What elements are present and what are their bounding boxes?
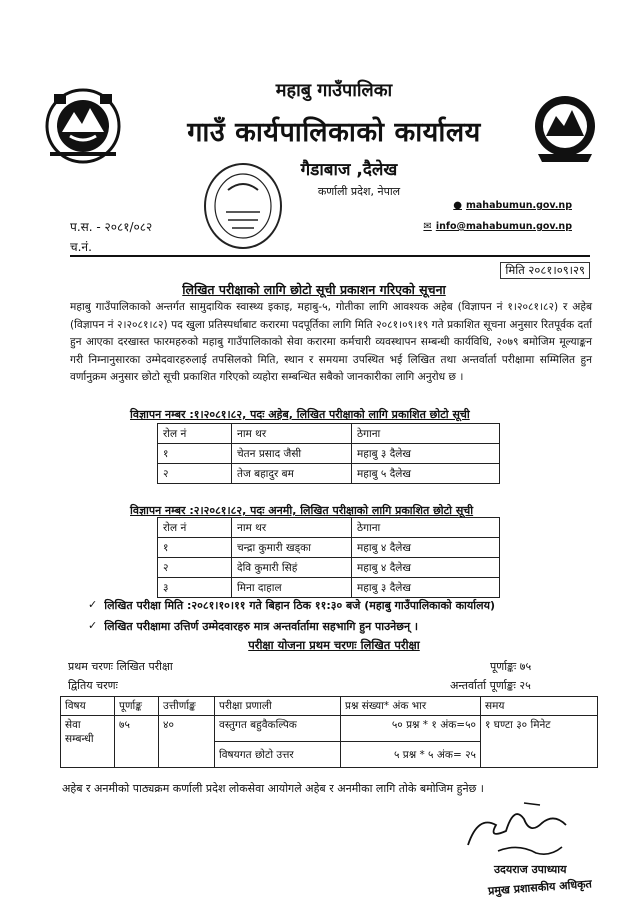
table-row (158, 444, 500, 464)
table-header-cell: ठेगाना (352, 424, 500, 444)
table-header-row (61, 697, 598, 716)
table-row (158, 464, 500, 484)
notice-body: महाबु गाउँपालिकाको अन्तर्गत सामुदायिक स्वास्थ्य इकाइ, महाबु-५, गोतीका लागि आवश्यक अहेब (विज्ञापन नं १।२०८१।८२) र अहेब (विज्ञापन नं २।२०८१।८२) पद खुला प्रतिस्पर्धाबाट करारमा पदपूर्तिका लागि मिति २०८१।०९।१९ गते प्रकाशित सूचना अनुसार रितपूर्वक दर्ता हुन आएका दरखास्त फारमहरुको महाबु गाउँपालिकाको सेवा करारमा कर्मचारी व्यवस्थापन सम्बन्धी कार्यविधि, २०७९ बमोजिम मूल्याङ्कन गरी निम्नानुसारका उम्मेदवारहरुलाई तपसिलको मिति, स्थान र समयमा उपस्थित भई लिखित तथा अन्तर्वार्ता परीक्षामा सम्मिलित हुन वर्णानुक्रम अनुसार छोटो सूची प्रकाशित गरिएको व्यहोरा सम्बन्धित सबैको जानकारीका लागि अनुरोध छ । (70, 301, 592, 384)
table-cell: देवि कुमारी सिहं (232, 558, 352, 578)
table-cell: सेवा सम्बन्धी (61, 716, 115, 768)
signatory-name: उदयराज उपाध्याय (494, 863, 567, 876)
table-header-cell: नाम थर (232, 424, 352, 444)
table-row (61, 716, 598, 742)
table-cell: तेज बहादुर बम (232, 464, 352, 484)
table-header-row (158, 518, 500, 538)
table-header-cell: नाम थर (232, 518, 352, 538)
table-header-row (158, 424, 500, 444)
exam-plan-title: परीक्षा योजना प्रथम चरणः लिखित परीक्षा (248, 638, 420, 652)
table-cell: ३ (158, 578, 232, 598)
interview-marks: अन्तर्वार्ता पूर्णाङ्कः २५ (450, 679, 531, 692)
header-divider (70, 255, 590, 257)
shortlist-table-1 (157, 423, 500, 484)
bullet-interview-eligibility (88, 619, 418, 634)
stage-one: प्रथम चरणः लिखित परीक्षा (68, 660, 173, 673)
table-header-cell: प्रश्न संख्या* अंक भार (341, 697, 481, 716)
dispatch-number: च.नं. (70, 240, 92, 254)
full-marks: पूर्णाङ्कः ७५ (490, 660, 532, 673)
table-cell: १ घण्टा ३० मिनेट (481, 716, 598, 768)
table-cell: वस्तुगत बहुवैकल्पिक (215, 716, 341, 742)
office-location: गैडाबाज ,दैलेख (300, 160, 398, 180)
office-name: गाउँ कार्यपालिकाको कार्यालय (187, 117, 481, 148)
exam-plan-table (60, 696, 598, 768)
checkmark-icon: ✓ (88, 598, 98, 611)
table-cell: महाबु ५ दैलेख (352, 464, 500, 484)
globe-icon: ● (453, 200, 462, 211)
website-text: mahabumun.gov.np (466, 200, 572, 211)
checkmark-icon: ✓ (88, 619, 98, 632)
envelope-icon: ✉ (423, 221, 432, 232)
province-name: कर्णाली प्रदेश, नेपाल (317, 185, 401, 198)
table-header-cell: रोल नं (158, 518, 232, 538)
bullet-text: लिखित परीक्षा मिति :२०८१।१०।११ गते बिहान ठिक ११:३० बजे (महाबु गाउँपालिकाको कार्यालय) (104, 599, 495, 612)
table-cell: चेतन प्रसाद जैसी (232, 444, 352, 464)
table-cell: महाबु ३ दैलेख (352, 578, 500, 598)
website-contact[interactable] (453, 200, 572, 211)
table-header-cell: समय (481, 697, 598, 716)
reference-number: प.स. - २०८१/०८२ (70, 220, 153, 234)
table-row (158, 558, 500, 578)
shortlist-table-2 (157, 517, 500, 598)
table-cell: महाबु ४ दैलेख (352, 538, 500, 558)
table1-caption: विज्ञापन नम्बर :१।२०८१।८२, पदः अहेब, लिखित परीक्षाको लागि प्रकाशित छोटो सूची (130, 408, 470, 421)
table-cell: महाबु ४ दैलेख (352, 558, 500, 578)
table-cell: विषयगत छोटो उत्तर (215, 742, 341, 768)
table-cell: १ (158, 444, 232, 464)
table-header-cell: पूर्णाङ्क (115, 697, 159, 716)
table-row (158, 538, 500, 558)
stage-two: द्वितिय चरणः (68, 679, 118, 692)
table2-caption: विज्ञापन नम्बर :२।२०८१।८२, पदः अनमी, लिखित परीक्षाको लागि प्रकाशित छोटो सूची (130, 504, 474, 517)
table-cell: चन्द्रा कुमारी खड्का (232, 538, 352, 558)
table-cell: २ (158, 464, 232, 484)
table-cell: ५० प्रश्न * १ अंक=५० (341, 716, 481, 742)
table-cell: २ (158, 558, 232, 578)
bullet-exam-date (88, 598, 495, 613)
notice-date: मिति २०८१।०९।२९ (500, 262, 590, 279)
office-stamp (200, 160, 286, 252)
table-cell: १ (158, 538, 232, 558)
email-contact[interactable] (423, 221, 572, 232)
email-text: info@mahabumun.gov.np (435, 221, 572, 232)
table-cell: ४० (159, 716, 215, 768)
table-row (158, 578, 500, 598)
table-cell: ५ प्रश्न * ५ अंक= २५ (341, 742, 481, 768)
signatory-title: प्रमुख प्रशासकीय अधिकृत (487, 877, 593, 898)
syllabus-note: अहेब र अनमीको पाठ्यक्रम कर्णाली प्रदेश लोकसेवा आयोगले अहेब र अनमीका लागि तोके बमोजिम हुनेछ । (62, 782, 484, 795)
bullet-text: लिखित परीक्षामा उत्तिर्ण उम्मेदवारहरु मात्र अन्तर्वार्तामा सहभागि हुन पाउनेछन् । (104, 620, 419, 633)
table-header-cell: ठेगाना (352, 518, 500, 538)
handwritten-signature (458, 795, 588, 865)
municipality-name: महाबु गाउँपालिका (275, 80, 393, 101)
table-cell: ७५ (115, 716, 159, 768)
table-header-cell: उत्तीर्णाङ्क (159, 697, 215, 716)
table-header-cell: परीक्षा प्रणाली (215, 697, 341, 716)
table-cell: महाबु ३ दैलेख (352, 444, 500, 464)
table-header-cell: विषय (61, 697, 115, 716)
table-cell: मिना दाहाल (232, 578, 352, 598)
table-header-cell: रोल नं (158, 424, 232, 444)
notice-title: लिखित परीक्षाको लागि छोटो सूची प्रकाशन गरिएको सूचना (182, 282, 446, 297)
